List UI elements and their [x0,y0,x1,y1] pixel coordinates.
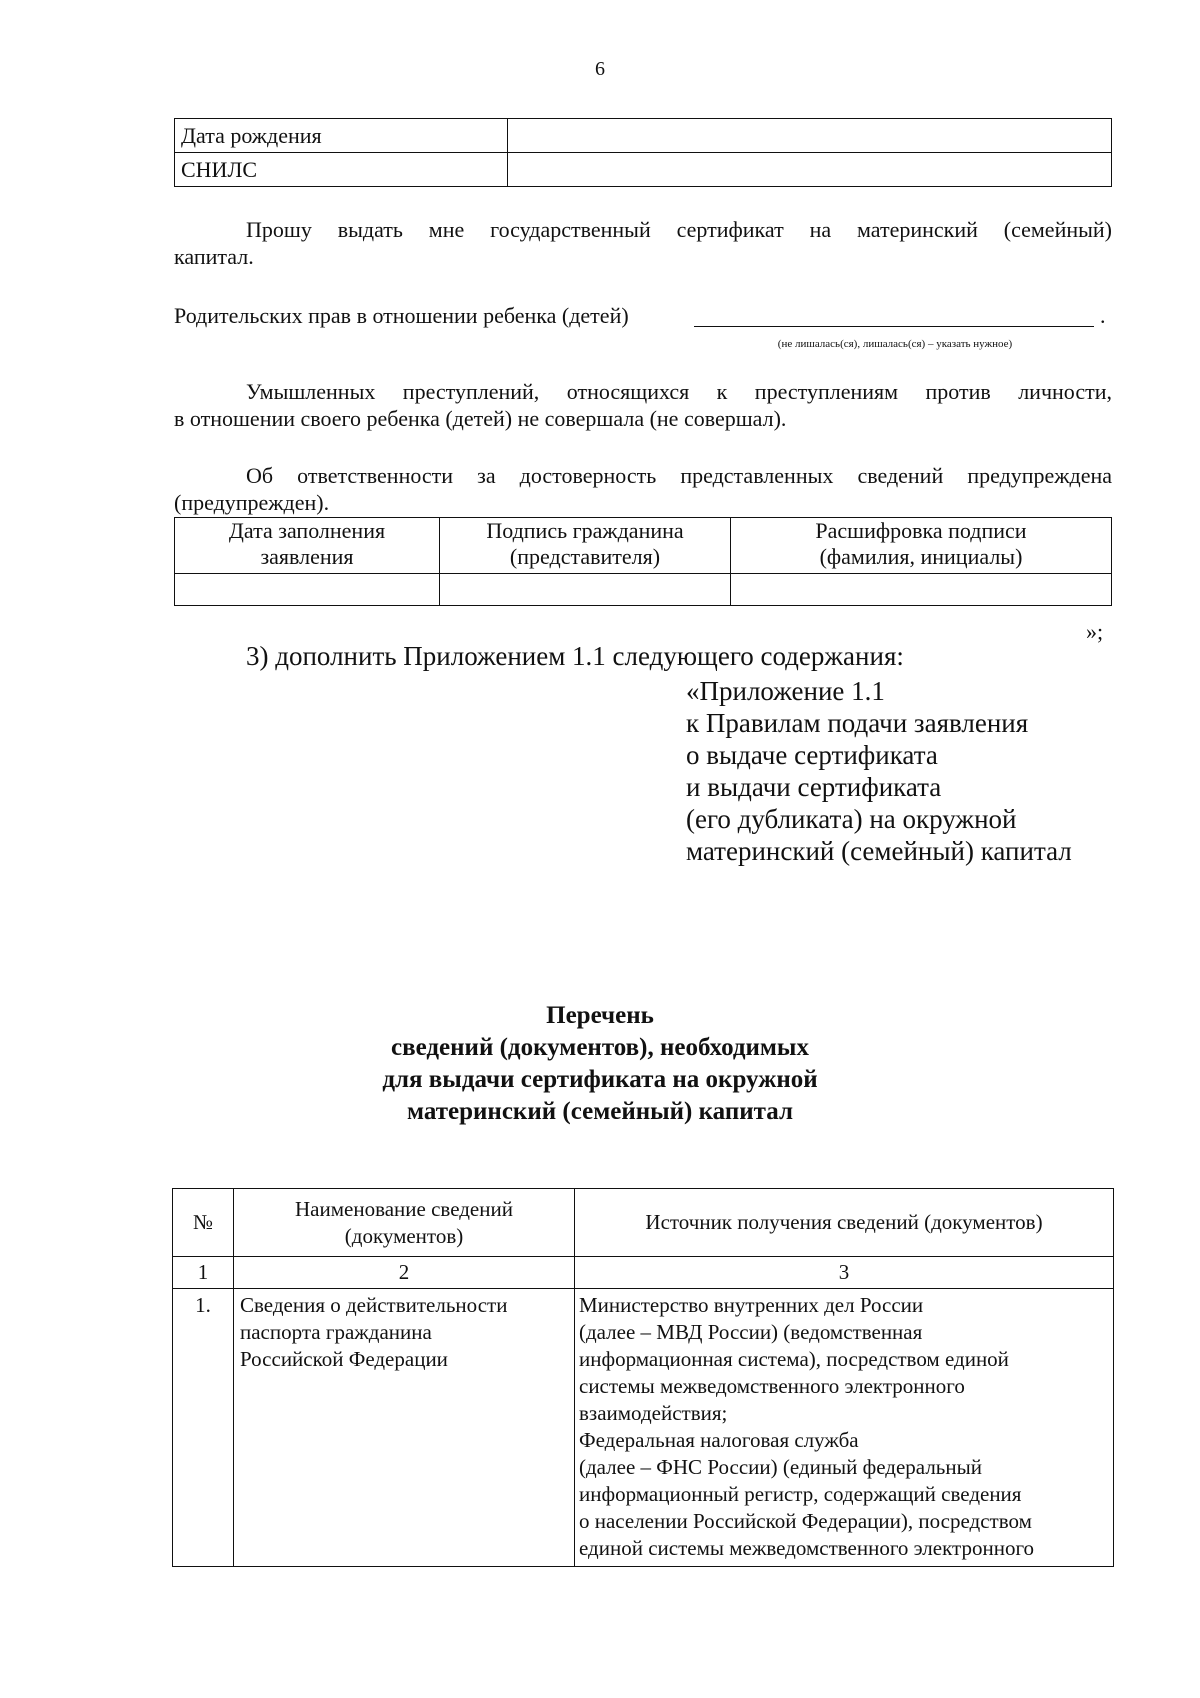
row-name [234,1289,575,1567]
personal-data-table [174,118,1112,187]
parental-rights-label: Родительских прав в отношении ребенка (детей) [174,303,629,328]
col-number-2: 2 [234,1257,575,1289]
signature-decoding-header-line-2: (фамилия, инициалы) [819,544,1023,569]
request-line-1: Прошу выдать мне государственный сертификат на материнский (семейный) [246,217,1112,242]
row-source-line: Министерство внутренних дел России [579,1293,924,1317]
appendix-header-line: и выдачи сертификата [686,772,942,802]
source-header: Источник получения сведений (документов) [575,1189,1114,1257]
crimes-line-2: в отношении своего ребенка (детей) не совершала (не совершал). [174,406,787,431]
list-title [0,1000,1200,1128]
row-source-line: системы межведомственного электронного [579,1374,965,1398]
signature-cell [440,574,731,606]
list-title-line: сведений (документов), необходимых [391,1034,809,1061]
responsibility-line-2: (предупрежден). [174,490,330,515]
documents-table [172,1188,1114,1567]
appendix-header [686,675,1072,867]
page-number: 6 [595,58,605,80]
signature-decoding-header [731,518,1112,574]
snils-label: СНИЛС [175,153,508,187]
birthdate-label: Дата рождения [175,119,508,153]
signature-decoding-cell [731,574,1112,606]
closing-quote: »; [1086,619,1104,644]
appendix-header-line: «Приложение 1.1 [686,676,885,706]
row-source-line: единой системы межведомственного электронного [579,1536,1035,1560]
signature-header-line-2: (представителя) [509,544,661,569]
table-row [175,518,1112,574]
parental-rights-blank [694,326,1094,327]
fill-date-header [175,518,440,574]
row-source-line: Федеральная налоговая служба [579,1428,859,1452]
row-number: 1. [173,1289,234,1567]
signature-header-line-1: Подпись гражданина [486,518,684,543]
name-header [234,1189,575,1257]
birthdate-value [508,119,1112,153]
row-source-line: информационный регистр, содержащий сведения [579,1482,1022,1506]
name-header-line-1: Наименование сведений [295,1196,513,1221]
table-row [175,119,1112,153]
row-source-line: информационная система), посредством единой [579,1347,1009,1371]
name-header-line-2: (документов) [344,1223,464,1248]
list-title-line: Перечень [546,1002,654,1029]
amendment-text: 3) дополнить Приложением 1.1 следующего содержания: [246,641,904,671]
crimes-line-1: Умышленных преступлений, относящихся к преступлениям против личности, [246,379,1112,404]
fill-date-cell [175,574,440,606]
signature-decoding-header-line-1: Расшифровка подписи [815,518,1027,543]
row-source [575,1289,1114,1567]
fill-date-header-line-2: заявления [260,544,354,569]
fill-date-header-line-1: Дата заполнения [228,518,386,543]
col-number-3: 3 [575,1257,1114,1289]
row-source-line: (далее – МВД России) (ведомственная [579,1320,923,1344]
row-source-line: о населении Российской Федерации), посредством [579,1509,1032,1533]
row-name-line: Российской Федерации [240,1347,448,1371]
table-row [173,1289,1114,1567]
col-number-1: 1 [173,1257,234,1289]
num-header: № [173,1189,234,1257]
appendix-header-line: к Правилам подачи заявления [686,708,1029,738]
appendix-header-line: (его дубликата) на окружной [686,804,1017,834]
column-number-row [173,1257,1114,1289]
table-header-row [173,1189,1114,1257]
list-title-line: для выдачи сертификата на окружной [382,1066,818,1093]
list-title-line: материнский (семейный) капитал [407,1098,793,1125]
parental-rights-end: . [1100,303,1106,328]
responsibility-line-1: Об ответственности за достоверность представленных сведений предупреждена [246,463,1112,488]
parental-rights-hint: (не лишалась(ся), лишалась(ся) – указать нужное) [777,338,1013,350]
appendix-header-line: о выдаче сертификата [686,740,938,770]
table-row [175,153,1112,187]
request-line-2: капитал. [174,244,254,269]
row-name-line: паспорта гражданина [240,1320,432,1344]
row-source-line: взаимодействия; [579,1401,728,1425]
table-row [175,574,1112,606]
snils-value [508,153,1112,187]
row-source-line: (далее – ФНС России) (единый федеральный [579,1455,982,1479]
signature-header [440,518,731,574]
row-name-line: Сведения о действительности [240,1293,508,1317]
appendix-header-line: материнский (семейный) капитал [686,836,1072,866]
signature-table [174,517,1112,606]
